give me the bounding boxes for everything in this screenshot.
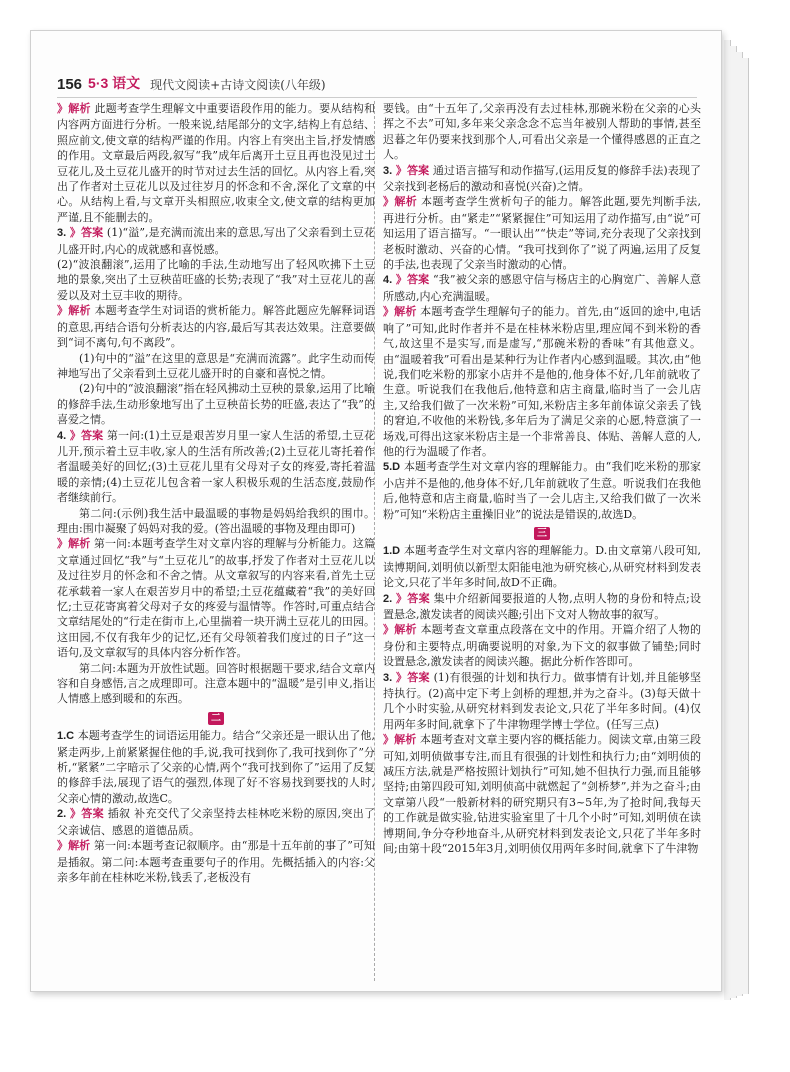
label-tag: 》解析 (383, 624, 417, 637)
question-number: 3. (383, 164, 393, 177)
answer-paragraph (57, 728, 375, 806)
paragraph-text: 此题考查学生理解文中重要语段作用的能力。要从结构和内容两方面进行分析。一般来说,结尾部分的文字,结构上有总结、照应前文,使文章的结构严谨的作用。内容上有突出主旨,抒发情感的作用。文章最后两段,叙写“我”成年后离开土豆且再也没见过土豆花儿,及土豆花儿盛开的时节对过去生活的回忆。从内容上看,突出了作者对土豆花儿以及过往岁月的怀念和不舍,深化了文章的中心。从结构上看,与文章开头相照应,收束全文,使文章的结构更加严谨,且不能删去的。 (57, 102, 376, 224)
label-tag: 》答案 (395, 274, 430, 287)
answer-paragraph (57, 806, 375, 838)
answer-paragraph (57, 838, 375, 885)
paragraph-text: 本题考查学生对文章内容的理解能力。由“我们吃米粉的那家小店并不是他的,他身体不好,几年前就收了生意。听说我们在我他后,他特意和店主商量,临时当了一会儿店主,又给我们做了一次米粉”可知“米粉店主重操旧业”的说法是错误的,故选D。 (383, 460, 702, 521)
answer-paragraph (57, 351, 375, 382)
question-number: 2. (383, 592, 393, 605)
paragraph-text: (1)有很强的计划和执行力。做事情有计划,并且能够坚持执行。(2)高中定下考上剑桥的理想,并为之奋斗。(3)每天做十几个小时实验,从研究材料到发表论文,只花了半年多时间。(4)仅用两年多时间,就拿下了牛津物理学博士学位。(任写三点) (383, 670, 702, 731)
paragraph-text: (2)“波浪翻滚”,运用了比喻的手法,生动地写出了轻风吹拂下土豆地的景象,突出了土豆秧苗旺盛的长势;表现了“我”对土豆花儿的喜爱以及对土豆丰收的期待。 (57, 258, 375, 302)
left-column (57, 101, 375, 885)
paragraph-text: 本题考查学生理解句子的能力。首先,由“返回的途中,电话响了”可知,此时作者并不是在桂林米粉店里,理应闻不到米粉的香气,故这里不是实写,而是虚写,“那碗米粉的香味”有其他意义。由“温暖着我”可看出是某种行为让作者内心感到温暖。其次,由“他说,我们吃米粉的那家小店并不是他的,他身体不好,几年前就收了生意。听说我们在我他后,他特意和店主商量,临时当了一会儿店主,又给我们做了一次米粉”可知,米粉店主多年前体谅父亲丢了钱的窘迫,不收他的米粉钱,多年后为了满足父亲的心愿,特意演了一场戏,可得出这家米粉店主是一个非常善良、体贴、善解人意的人,他的行为温暖了作者。 (383, 305, 702, 458)
book-page (30, 30, 722, 992)
question-number: 4. (57, 429, 67, 442)
paragraph-text: 第一问:本题考查学生对文章内容的理解与分析能力。这篇文章通过回忆“我”与“土豆花儿”的故事,抒发了作者对土豆花儿以及过往岁月的怀念和不舍之情。从文章叙写的内容来看,首先土豆花承载着一家人在艰苦岁月中的希望;土豆花蕴藏着“我”的美好回忆;土豆花寄寓着父母对子女的疼爱与温情等。作答时,可重点结合文章结尾处的“行走在街市上,心里揣着一块开满土豆花儿的田园。这田园,不仅有我年少的记忆,还有父母领着我们度过的日子”这一语句,及文章叙写的具体内容分析作答。 (57, 537, 375, 660)
label-tag: 》解析 (383, 196, 418, 209)
label-tag: 》解析 (383, 734, 417, 747)
label-tag: 》解析 (57, 103, 91, 115)
answer-paragraph (383, 101, 701, 163)
question-number: 2. (57, 808, 67, 821)
column-divider (374, 101, 375, 981)
question-number: 1.C (57, 730, 75, 743)
label-tag: 》解析 (57, 840, 91, 853)
paragraph-text: 插叙 补充交代了父亲坚持去桂林吃米粉的原因,突出了父亲诚信、感恩的道德品质。 (57, 807, 376, 837)
label-tag: 》答案 (395, 592, 430, 605)
answer-paragraph (57, 381, 375, 427)
answer-paragraph (383, 670, 701, 733)
paragraph-text: 第二问:(示例)我生活中最温暖的事物是妈妈给我织的围巾。理由:围巾凝聚了妈妈对我的爱。(答出温暖的事物及理由即可) (57, 506, 375, 535)
paragraph-text: 第一问:(1)土豆是艰苦岁月里一家人生活的希望,土豆花儿开,预示着土豆丰收,家人的生活有所改善;(2)土豆花儿寄托着作者温暖美好的回忆;(3)土豆花儿里有父母对子女的疼爱,寄托着温暖的亲情;(4)土豆花儿包含着一家人积极乐观的生活态度,鼓励作者继续前行。 (57, 428, 375, 505)
answer-paragraph (383, 622, 701, 669)
page-stack-edge (742, 58, 749, 994)
label-tag: 》答案 (69, 227, 104, 240)
answer-paragraph (383, 194, 701, 272)
label-tag: 》答案 (70, 808, 104, 821)
section-marker (57, 710, 375, 725)
section-number: 二 (208, 712, 224, 725)
answer-paragraph (57, 536, 375, 660)
label-tag: 》答案 (395, 671, 430, 684)
paragraph-text: 通过语言描写和动作描写,(运用反复的修辞手法)表现了父亲找到老杨后的激动和喜悦(兴奋)之情。 (383, 163, 702, 194)
label-tag: 》解析 (57, 538, 91, 551)
paragraph-text: 本题考查对文章主要内容的概括能力。阅读文章,由第三段可知,刘明侦做事专注,而且有很强的计划性和执行力;由“刘明侦的减压方法,就是严格按照计划执行”可知,她不但执行力强,而且能够坚持;由第四段可知,刘明侦高中就燃起了“剑桥梦”,并为之奋斗;由文章第八段“一般新材料的研究期只有3~5年,为了抢时间,我每天的工作就是做实验,钻进实验室里了十几个小时”可知,刘明侦在读博期间,争分夺秒地奋斗,从研究材料到发表论文,只花了半年多时间;由第十段“2015年3月,刘明侦仅用两年多时间,就拿下了牛津物 (383, 733, 702, 856)
answer-paragraph (57, 225, 375, 257)
paragraph-text: (1)句中的“溢”在这里的意思是“充满而流露”。此字生动而传神地写出了父亲看到土豆花儿盛开时的自豪和喜悦之情。 (57, 351, 375, 380)
book-title: 现代文阅读+古诗文阅读(八年级) (150, 78, 326, 92)
paragraph-text: (2)句中的“波浪翻滚”指在轻风拂动土豆秧的景象,运用了比喻的修辞手法,生动形象地写出了土豆秧苗长势的旺盛,表达了“我”的喜爱之情。 (57, 382, 375, 427)
answer-paragraph (57, 506, 375, 537)
series-brand: 5·3 语文 (88, 75, 141, 91)
question-number: 3. (383, 671, 393, 684)
question-number: 3. (57, 227, 67, 240)
answer-paragraph (57, 101, 375, 225)
paragraph-text: (1)“溢”,是充满而流出来的意思,写出了父亲看到土豆花儿盛开时,内心的成就感和喜悦感。 (57, 226, 375, 256)
answer-paragraph (383, 732, 701, 856)
label-tag: 》答案 (69, 429, 104, 442)
answer-paragraph (57, 257, 375, 303)
paragraph-text: 本题考查学生的词语运用能力。结合“父亲还是一眼认出了他,紧走两步,上前紧紧握住他的手,说,我可找到你了,我可找到你了”分析,“紧紧”二字暗示了父亲的心情,两个“我可找到你了”运用了反复的修辞手法,展现了语气的强烈,体现了好不容易找到要找的人时,父亲心情的激动,故选C。 (57, 729, 375, 805)
paragraph-text: 集中介绍新闻要报道的人物,点明人物的身份和特点;设置悬念,激发读者的阅读兴趣;引出下文对人物故事的叙写。 (383, 591, 701, 621)
paragraph-text: 要钱。由“十五年了,父亲再没有去过桂林,那碗米粉在父亲的心头挥之不去”可知,多年来父亲念念不忘当年被别人帮助的事情,甚至迟暮之年仍要来找到那个人,可看出父亲是一个懂得感恩的正直之人。 (383, 102, 701, 162)
answer-paragraph (383, 543, 701, 590)
answer-paragraph (57, 303, 375, 350)
answer-paragraph (57, 661, 375, 707)
section-marker (383, 525, 701, 540)
page-number: 156 (57, 76, 83, 93)
right-column (383, 101, 701, 857)
page-header (57, 67, 697, 98)
answer-paragraph (383, 459, 701, 522)
label-tag: 》解析 (57, 305, 91, 318)
answer-paragraph (57, 428, 375, 506)
answer-paragraph (383, 163, 701, 195)
paragraph-text: 第二问:本题为开放性试题。回答时根据题干要求,结合文章内容和自身感悟,言之成理即可。注意本题中的“温暖”是引申义,指让人情感上感到暖和的东西。 (57, 661, 375, 706)
section-number: 三 (534, 527, 550, 540)
question-number: 5.D (383, 461, 401, 474)
label-tag: 》答案 (395, 164, 430, 177)
question-number: 4. (383, 274, 393, 287)
paragraph-text: 本题考查学生赏析句子的能力。解答此题,要先判断手法,再进行分析。由“紧走”“紧紧握住”可知运用了动作描写,由“说”可知运用了语言描写。“一眼认出”“快走”等词,充分表现了父亲找到老板时激动、兴奋的心情。“我可找到你了”说了两遍,运用了反复的手法,也表现了父亲当时激动的心情。 (383, 195, 701, 272)
answer-paragraph (383, 272, 701, 304)
paragraph-text: “我”被父亲的感恩守信与杨店主的心胸宽广、善解人意所感动,内心充满温暖。 (383, 273, 702, 303)
paragraph-text: 本题考查文章重点段落在文中的作用。开篇介绍了人物的身份和主要特点,明确要说明的对象,为下文的叙事做了铺垫;同时设置悬念,激发读者的阅读兴趣。据此分析作答即可。 (383, 623, 702, 669)
label-tag: 》解析 (383, 306, 417, 319)
paragraph-text: 本题考查学生对文章内容的理解能力。D.由文章第八段可知,读博期间,刘明侦以新型太阳能电池为研究核心,从研究材料到发表论文,只花了半年多时间,故D不正确。 (383, 544, 702, 590)
answer-paragraph (383, 304, 701, 459)
answer-paragraph (383, 591, 701, 623)
paragraph-text: 第一问:本题考查记叙顺序。由“那是十五年前的事了”可知是插叙。第二问:本题考查重要句子的作用。先概括插入的内容:父亲多年前在桂林吃米粉,钱丢了,老板没有 (57, 839, 376, 884)
paragraph-text: 本题考查学生对词语的赏析能力。解答此题应先解释词语的意思,再结合语句分析表达的内容,最后写其表达效果。注意要做到“词不离句,句不离段”。 (57, 304, 376, 350)
question-number: 1.D (383, 545, 401, 558)
